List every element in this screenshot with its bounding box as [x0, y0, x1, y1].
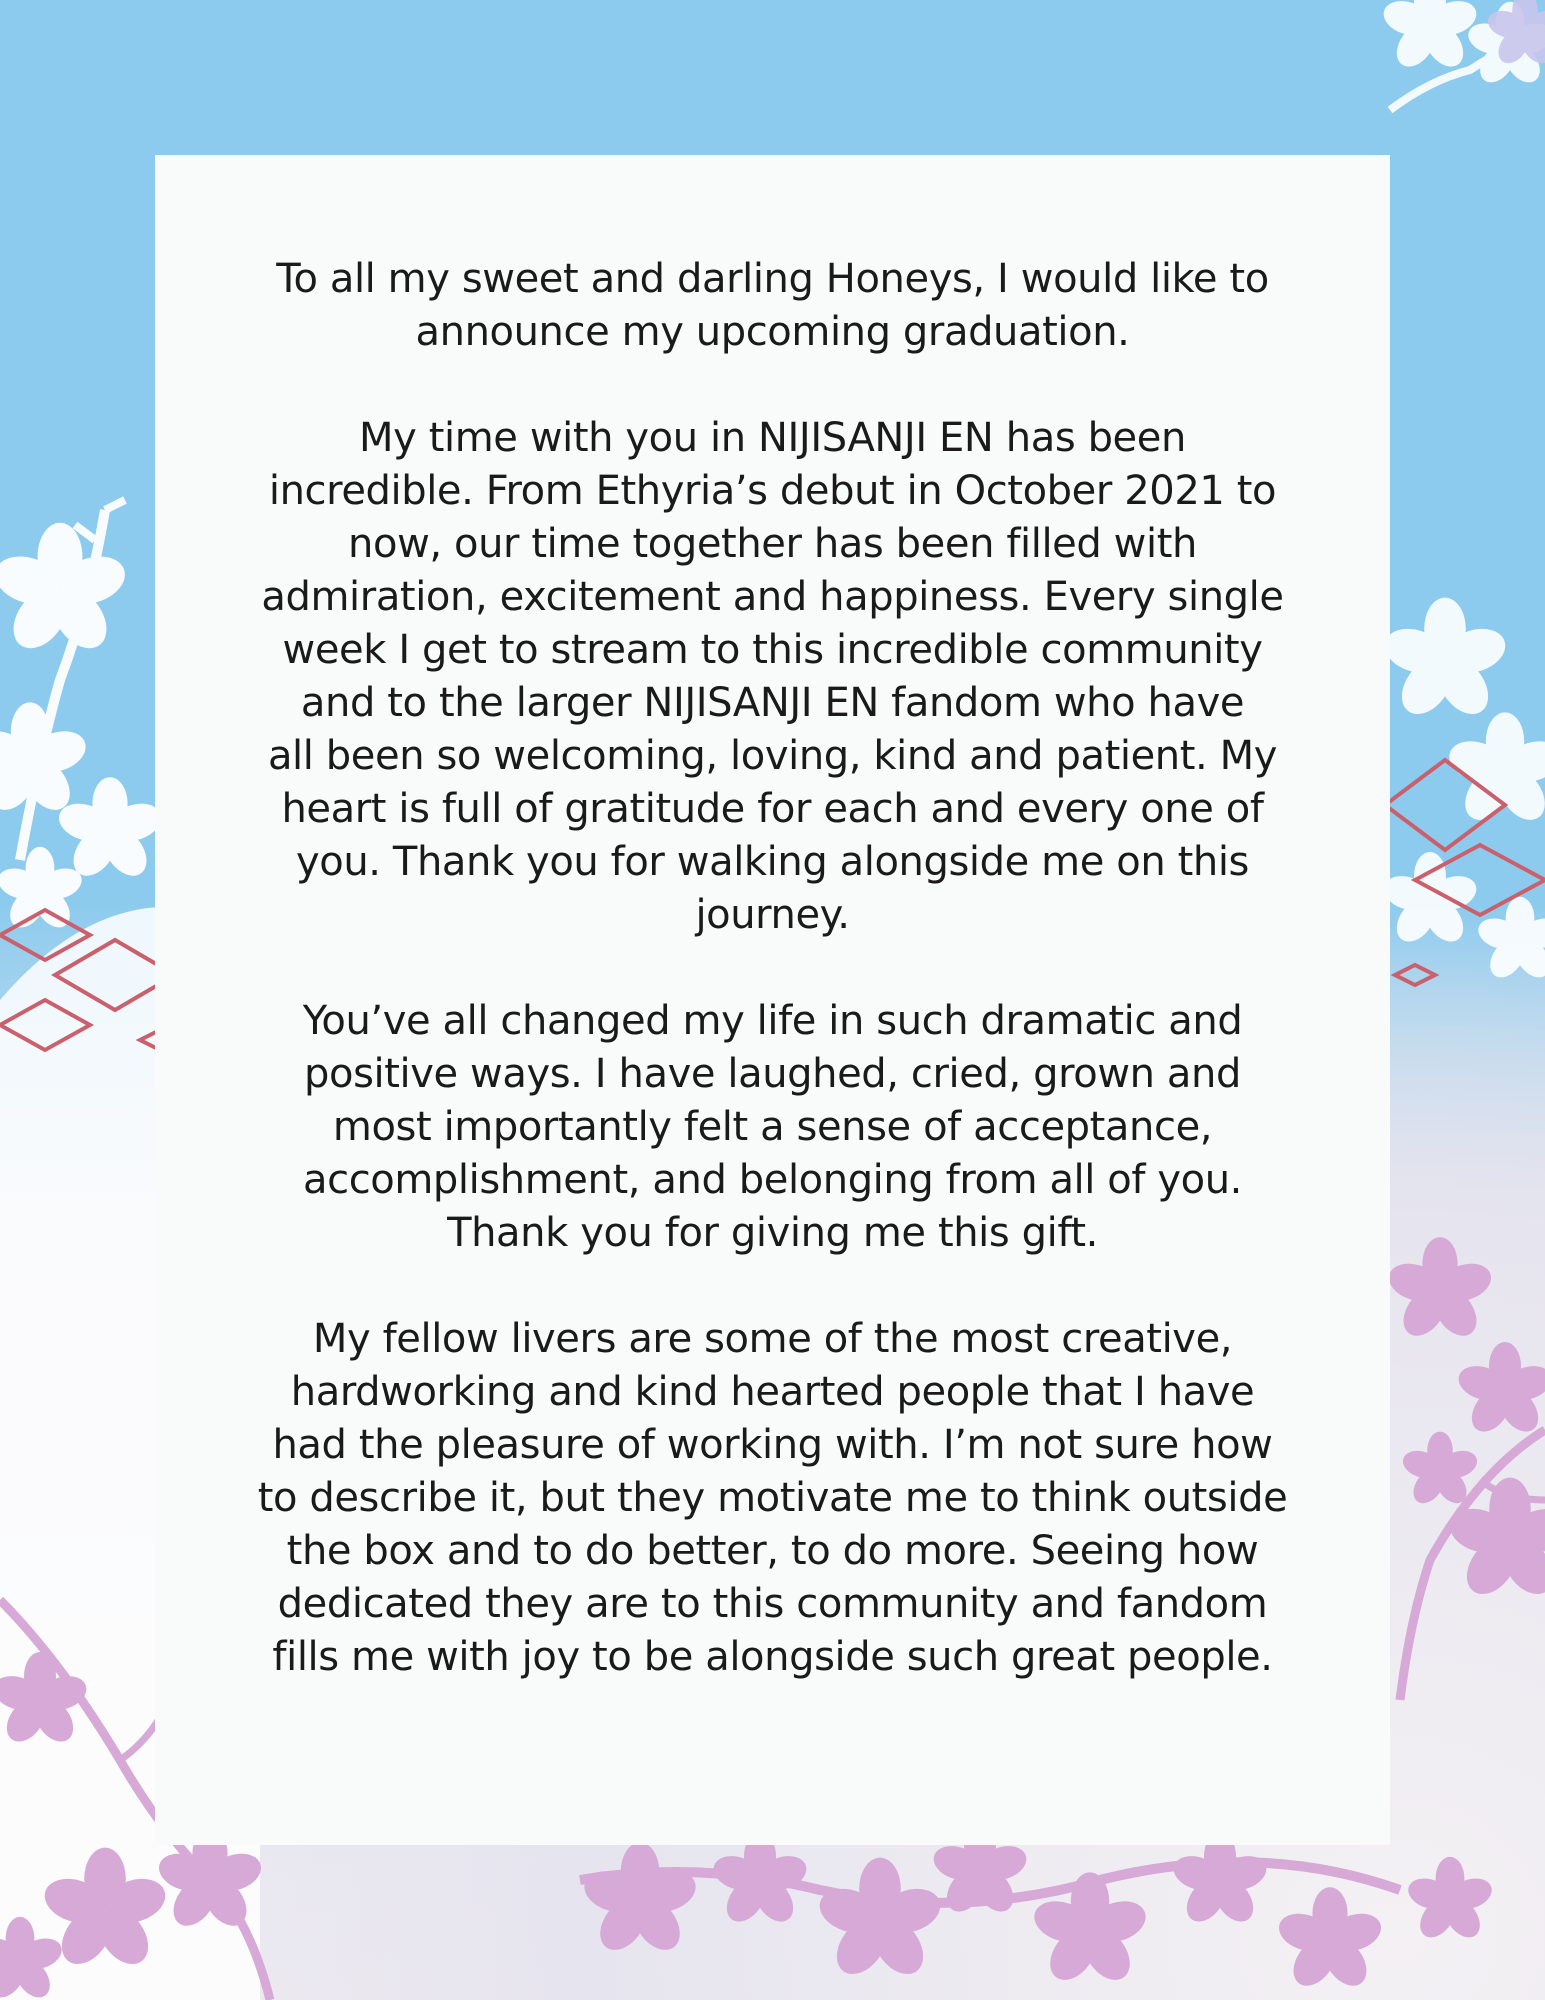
paragraph-announcement: To all my sweet and darling Honeys, I would like to announce my upcoming graduation. — [276, 256, 1269, 355]
paragraph-fellow-livers: My fellow livers are some of the most creative, hardworking and kind hearted people that I have had the pleasure of working with. I’m not sure how to describe it, but they motivate me to think outside the box and to do better, to do more. Seeing how dedicated they are to this community and fandom fills me with joy to be alongside such great people. — [257, 1316, 1288, 1680]
paragraph-gratitude: My time with you in NIJISANJI EN has been incredible. From Ethyria’s debut in October 2021 to now, our time together has been filled with admiration, excitement and happiness. Every single week I get to stream to this incredible community and to the larger NIJISANJI EN fandom who have all been so welcoming, loving, kind and patient. My heart is full of gratitude for each and every one of you. Thank you for walking alongside me on this journey. — [261, 415, 1284, 938]
letter-body — [225, 253, 1320, 1684]
letter-card — [155, 155, 1390, 1845]
paragraph-life-changed: You’ve all changed my life in such dramatic and positive ways. I have laughed, cried, grown and most importantly felt a sense of acceptance, accomplishment, and belonging from all of you. Thank you for giving me this gift. — [302, 998, 1243, 1256]
